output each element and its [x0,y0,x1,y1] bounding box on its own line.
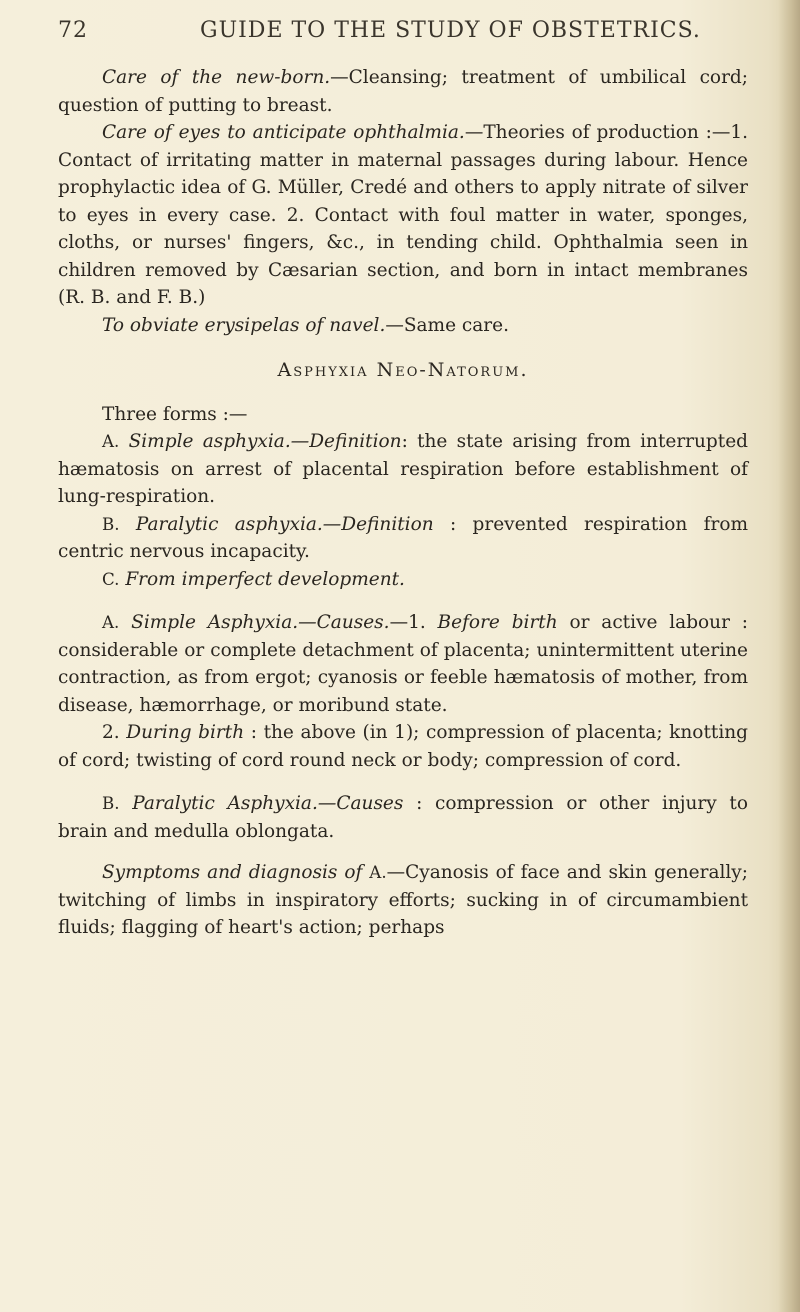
causes-b-text: : compression or other injury to brain and medulla oblongata. [58,793,748,842]
erysipelas-text: —Same care. [385,314,509,336]
causes-a-text2: : the above (in 1); compression of placenta; knotting of cord; twisting of cord round neck or body; compression of cord. [58,722,748,771]
form-b-letter: B. [102,514,120,534]
form-b-definition-label: —Definition [322,513,434,535]
causes-a-num2: 2. [102,722,120,743]
care-newborn-title: Care of the new-born. [102,67,331,88]
care-newborn-text: —Cleansing; treatment of umbilical cord; question of putting to breast. [58,67,748,116]
erysipelas-title: To obviate erysipelas of navel. [102,314,386,336]
causes-a-paragraph-2 [58,719,748,774]
page-edge-shadow [778,0,800,1312]
form-c [58,566,748,594]
symptoms-title: Symptoms and diagnosis of [102,862,363,883]
causes-b-title: Paralytic Asphyxia. [132,793,318,814]
symptoms-text: —Cyanosis of face and skin generally; twitching of limbs in inspiratory efforts; sucking in of circumambient fluids; flagging of heart's action; perhaps [58,862,748,938]
running-header [58,18,748,43]
header-title: GUIDE TO THE STUDY OF OBSTETRICS. [200,18,701,43]
causes-a-text1: or active labour : considerable or complete detachment of placenta; unintermittent uterine contraction, as from ergot; cyanosis or feeble hæmatosis of mother, from disease, hæmorrhage, or moribund state. [58,612,748,716]
causes-a-title: Simple Asphyxia. [131,612,299,633]
form-b [58,511,748,566]
body-text [58,64,748,942]
form-b-text: : prevented respiration from centric nervous incapacity. [58,513,749,562]
causes-a-label: —Causes. [298,612,390,633]
causes-b-label: —Causes [317,793,404,814]
causes-b-letter: B. [102,794,120,813]
page-number: 72 [58,18,88,43]
causes-a-paragraph-1 [58,609,748,719]
section-heading: Asphyxia Neo-Natorum. [277,359,529,381]
form-a-letter: A. [102,432,120,451]
symptoms-paragraph [58,859,748,942]
care-eyes-title: Care of eyes to anticipate ophthalmia. [102,122,465,143]
symptoms-letter: A. [369,863,387,882]
during-birth-label: During birth [126,722,245,743]
causes-a-num1: —1. [389,612,426,633]
form-a [58,428,748,511]
form-a-definition-label: —Definition [290,431,402,452]
causes-a-letter: A. [102,613,120,632]
care-eyes-text: —Theories of production :—1. Contact of irritating matter in maternal passages during labour. Hence prophylactic idea of G. Müller, Credé and others to apply nitrate of silver to eyes in every case. 2. Contact with foul matter in water, sponges, cloths, or nurses' fingers, &c., in tending child. Ophthalmia seen in children removed by Cæsarian section, and born in intact membranes (R. B. and F. B.) [58,122,748,308]
form-c-title: From imperfect development. [125,568,405,590]
before-birth-label: Before birth [437,612,558,633]
causes-b-paragraph [58,790,748,845]
form-a-title: Simple asphyxia. [128,431,291,452]
paragraph-care-newborn [58,64,748,119]
paragraph-care-eyes [58,119,748,312]
paragraph-erysipelas [58,312,748,340]
form-c-letter: C. [102,569,120,589]
form-a-text: : the state arising from interrupted hæmatosis on arrest of placental respiration before establishment of lung-respiration. [58,431,748,507]
form-b-title: Paralytic asphyxia. [135,513,323,535]
three-forms-line: Three forms :— [102,403,248,425]
